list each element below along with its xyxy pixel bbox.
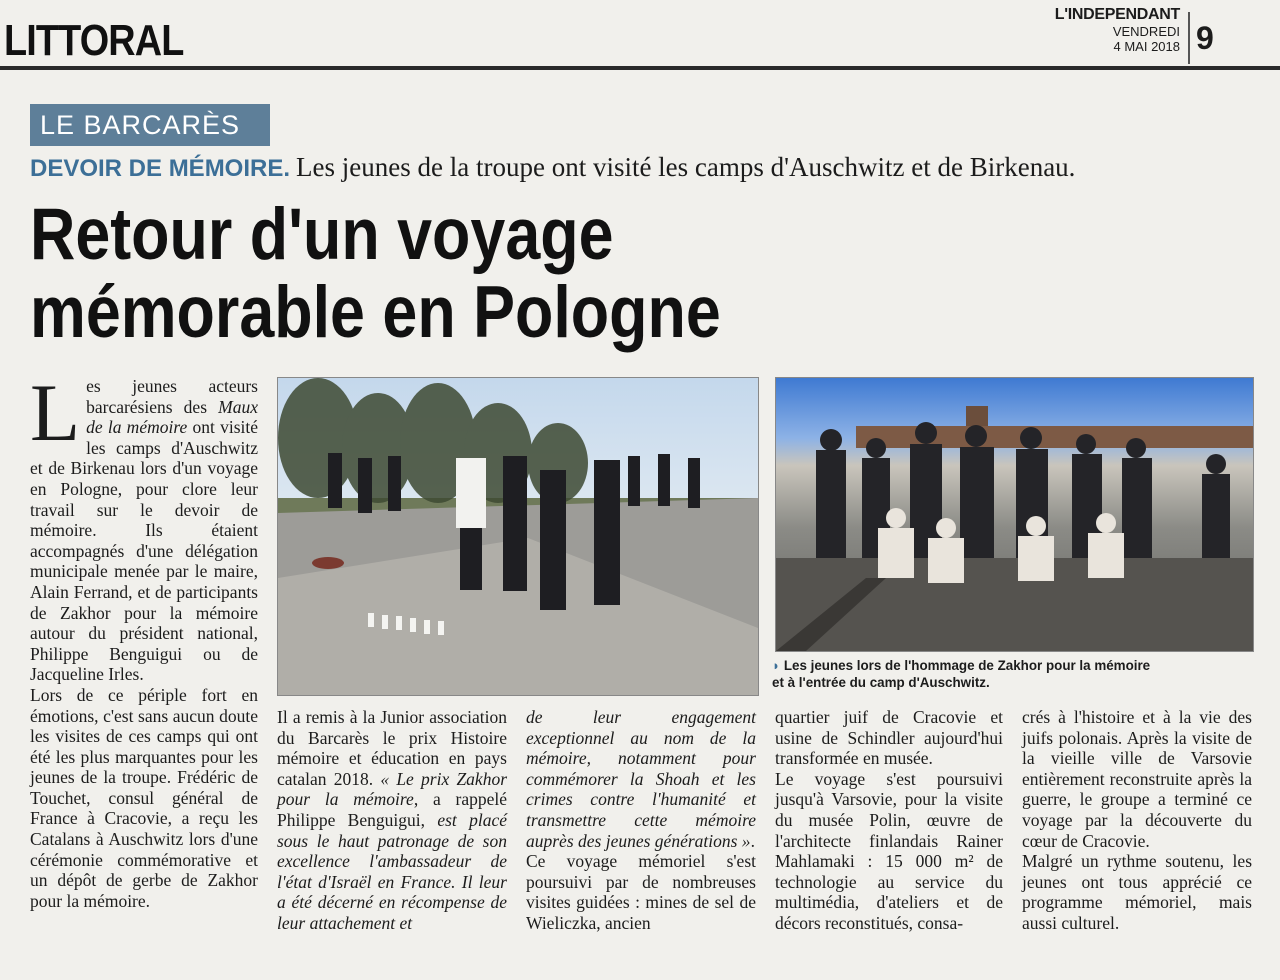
group-photo xyxy=(775,377,1254,652)
column-5-paragraph-2: Malgré un rythme soutenu, les jeunes ont tous apprécié ce programme mémoriel, mais aussi culturel. xyxy=(1022,851,1252,933)
column-2-paragraph xyxy=(277,707,507,934)
issue-date: 4 MAI 2018 xyxy=(1113,39,1180,54)
intro-text-a: es jeunes acteurs barcarésiens des xyxy=(86,376,258,417)
column-3-paragraph-2: Ce voyage mémoriel s'est poursuivi par de nombreuses visites guidées : mines de sel de Wieliczka, ancien xyxy=(526,851,756,933)
headline-line-1: Retour d'un voyage xyxy=(30,194,614,275)
deck-text: Les jeunes de la troupe ont visité les camps d'Auschwitz et de Birkenau. xyxy=(296,152,1076,182)
article-headline xyxy=(30,196,721,352)
ceremony-photo-image xyxy=(278,378,758,695)
article-column-1 xyxy=(30,367,258,911)
headline-line-2: mémorable en Pologne xyxy=(30,272,721,353)
column-3-text-b: . xyxy=(750,830,755,851)
photo-caption xyxy=(772,657,1252,691)
article-column-2 xyxy=(277,707,507,934)
drop-cap: L xyxy=(30,367,81,458)
caption-marker-icon: ◗ xyxy=(772,658,784,673)
intro-text-c: ont visité les camps d'Auschwitz et de Birkenau lors d'un voyage en Pologne, pour clore leur travail sur le devoir de mémoire. Ils étaient accompagnés d'une délégation municipale menée par le maire, Alain Ferrand, et de participants de Zakhor pour la mémoire autour du président national, Philippe Benguigui ou de Jacqueline Irles. xyxy=(30,417,258,685)
deck-kicker: DEVOIR DE MÉMOIRE. xyxy=(30,155,291,182)
column-4-paragraph-2: Le voyage s'est poursuivi jusqu'à Varsovie, pour la visite du musée Polin, œuvre de l'architecte finlandais Rainer Mahlamaki : 15 000 m² de technologie au service du multimédia, d'ateliers et de décors reconstitués, consa- xyxy=(775,768,1003,933)
column-3-quote-a: de leur engagement exceptionnel au nom de la mémoire, notamment pour commémorer la Shoah et les crimes contre l'humanité et transmettre cette mémoire auprès des jeunes générations » xyxy=(526,707,756,851)
article-column-4 xyxy=(775,707,1003,934)
column-4-paragraph-1: quartier juif de Cracovie et usine de Schindler aujourd'hui transformée en musée. xyxy=(775,707,1003,769)
article-column-5 xyxy=(1022,707,1252,934)
page-divider xyxy=(1188,12,1190,64)
page-number: 9 xyxy=(1196,20,1214,56)
intro-paragraph xyxy=(30,367,258,685)
column-5-paragraph-1: crés à l'histoire et à la vie des juifs polonais. Après la visite de la vieille ville de Varsovie entièrement reconstruite après la guerre, le groupe a terminé ce voyage par la découverte du cœur de Cracovie. xyxy=(1022,707,1252,851)
column-2-quote-d: est placé sous le haut patronage de son excellence l'ambassadeur de l'état d'Israël en France. Il leur a été décerné en récompense de leur attachement et xyxy=(277,809,507,933)
column-2-text-c: , a rappelé Philippe Benguigui, xyxy=(277,789,507,830)
paragraph-2: Lors de ce périple fort en émotions, c'est sans aucun doute les visites de ces camps qui ont été les plus marquantes pour les jeunes de la troupe. Frédéric de Touchet, consul général de France à Cracovie, a reçu les Catalans à Auschwitz lors d'une cérémonie commémorative et un dépôt de gerbe de Zakhor pour la mémoire. xyxy=(30,684,258,911)
newspaper-name: L'INDEPENDANT xyxy=(1054,6,1180,23)
header-rule xyxy=(0,66,1280,70)
section-title: LITTORAL xyxy=(4,16,184,65)
column-2-text-a: Il a remis à la Junior association du Barcarès le prix Histoire mémoire et éducation en pays catalan 2018. xyxy=(277,707,507,789)
location-rubric: LE BARCARÈS xyxy=(30,104,270,146)
caption-line-1: Les jeunes lors de l'hommage de Zakhor pour la mémoire xyxy=(783,658,1151,673)
article-deck xyxy=(30,152,1075,183)
troupe-name: Maux de la mémoire xyxy=(86,396,258,438)
caption-line-2: et à l'entrée du camp d'Auschwitz. xyxy=(772,675,990,690)
article-column-3 xyxy=(526,707,756,934)
ceremony-photo xyxy=(277,377,759,696)
column-2-quote-b: « Le prix Zakhor pour la mémoire xyxy=(277,768,508,810)
issue-day: VENDREDI xyxy=(1112,24,1180,39)
masthead xyxy=(1055,6,1180,54)
group-photo-image xyxy=(776,378,1253,651)
column-3-quote xyxy=(526,707,756,851)
